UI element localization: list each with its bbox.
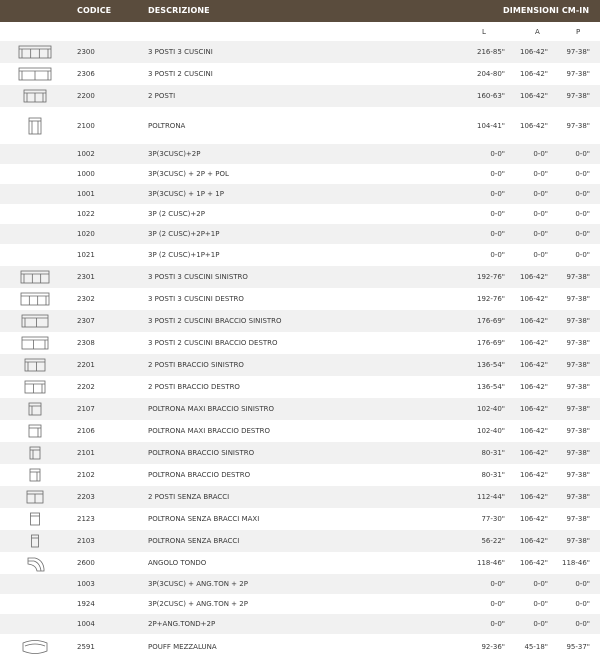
header-dimensions: DIMENSIONI CM-IN [503,6,590,15]
table-row [0,85,600,107]
row-height: 106-42" [519,361,548,369]
row-depth: 118-46" [561,559,590,567]
row-description: 3P(3CUSC) + 2P + POL [148,170,229,178]
table-row [0,244,600,266]
row-length: 102-40" [476,427,505,435]
row-description: 3 POSTI 3 CUSCINI SINISTRO [148,273,248,281]
row-depth: 0-0" [575,600,590,608]
row-code: 1022 [77,210,95,218]
row-code: 2107 [77,405,95,413]
row-description: 3 POSTI 3 CUSCINI DESTRO [148,295,244,303]
row-length: 160-63" [476,92,505,100]
table-row [0,530,600,552]
row-code: 2103 [77,537,95,545]
row-code: 1004 [77,620,95,628]
sofa-2-seat-icon [13,86,57,106]
row-description: POLTRONA SENZA BRACCI [148,537,240,545]
table-header [0,0,600,22]
row-description: 3P (2 CUSC)+1P+1P [148,251,220,259]
table-row [0,204,600,224]
row-depth: 97-38" [566,317,590,325]
table-row [0,107,600,144]
row-description: 3P(3CUSC) + ANG.TON + 2P [148,580,248,588]
pouf-half-moon-icon [13,637,57,657]
table-row [0,63,600,85]
row-depth: 97-38" [566,70,590,78]
header-code: CODICE [77,6,112,15]
row-height: 0-0" [533,230,548,238]
row-code: 2306 [77,70,95,78]
row-code: 2591 [77,643,95,651]
row-code: 1003 [77,580,95,588]
row-length: 176-69" [476,339,505,347]
row-description: 3 POSTI 2 CUSCINI BRACCIO DESTRO [148,339,278,347]
row-description: 2 POSTI SENZA BRACCI [148,493,230,501]
row-length: 80-31" [481,471,505,479]
row-height: 45-18" [524,643,548,651]
sofa-2-seat-armless-icon [13,487,57,507]
table-row [0,332,600,354]
table-row [0,41,600,63]
row-depth: 97-38" [566,493,590,501]
row-code: 2301 [77,273,95,281]
row-code: 1000 [77,170,95,178]
product-table [0,41,600,660]
row-depth: 0-0" [575,251,590,259]
row-length: 77-30" [481,515,505,523]
row-height: 106-42" [519,493,548,501]
row-height: 106-42" [519,48,548,56]
row-depth: 97-38" [566,48,590,56]
row-description: 2P+ANG.TOND+2P [148,620,216,628]
row-length: 0-0" [490,210,505,218]
row-length: 136-54" [476,361,505,369]
row-height: 0-0" [533,600,548,608]
row-depth: 97-38" [566,121,590,130]
row-description: 2 POSTI BRACCIO DESTRO [148,383,240,391]
row-description: 3 POSTI 2 CUSCINI BRACCIO SINISTRO [148,317,282,325]
row-description: 3P (2 CUSC)+2P [148,210,205,218]
row-depth: 0-0" [575,230,590,238]
row-height: 106-42" [519,515,548,523]
row-height: 0-0" [533,190,548,198]
row-code: 1924 [77,600,95,608]
row-description: 3 POSTI 3 CUSCINI [148,48,213,56]
row-length: 204-80" [476,70,505,78]
header-description: DESCRIZIONE [148,6,210,15]
row-depth: 97-38" [566,383,590,391]
row-depth: 97-38" [566,515,590,523]
row-depth: 0-0" [575,620,590,628]
row-height: 106-42" [519,449,548,457]
row-description: ANGOLO TONDO [148,559,207,567]
subheader-l: L [482,28,486,36]
row-depth: 0-0" [575,150,590,158]
row-description: 2 POSTI [148,92,176,100]
row-depth: 97-38" [566,295,590,303]
row-depth: 0-0" [575,580,590,588]
row-depth: 97-38" [566,405,590,413]
row-length: 0-0" [490,170,505,178]
row-height: 106-42" [519,121,548,130]
table-row [0,144,600,164]
row-description: POLTRONA SENZA BRACCI MAXI [148,515,260,523]
row-code: 2200 [77,92,95,100]
row-depth: 97-38" [566,92,590,100]
row-code: 1001 [77,190,95,198]
row-depth: 0-0" [575,170,590,178]
row-height: 106-42" [519,537,548,545]
sofa-3-seat-2-cushion-icon [13,64,57,84]
row-length: 112-44" [476,493,505,501]
row-length: 0-0" [490,230,505,238]
table-row [0,288,600,310]
row-length: 80-31" [481,449,505,457]
row-length: 0-0" [490,600,505,608]
row-height: 0-0" [533,150,548,158]
table-row [0,634,600,660]
row-depth: 97-38" [566,537,590,545]
row-depth: 95-37" [566,643,590,651]
row-code: 1020 [77,230,95,238]
table-row [0,398,600,420]
row-depth: 0-0" [575,210,590,218]
row-depth: 97-38" [566,339,590,347]
row-code: 2100 [77,121,95,130]
table-row [0,354,600,376]
row-height: 106-42" [519,295,548,303]
row-description: POLTRONA BRACCIO SINISTRO [148,449,255,457]
sofa-2-cushion-right-arm-icon [13,333,57,353]
row-height: 106-42" [519,92,548,100]
sofa-2-seat-left-arm-icon [13,355,57,375]
subheader-a: A [535,28,540,36]
table-row [0,442,600,464]
row-description: 3 POSTI 2 CUSCINI [148,70,213,78]
row-length: 0-0" [490,580,505,588]
row-height: 106-42" [519,383,548,391]
table-row [0,224,600,244]
table-row [0,376,600,398]
row-code: 2300 [77,48,95,56]
sofa-2-seat-right-arm-icon [13,377,57,397]
row-code: 2203 [77,493,95,501]
table-row [0,164,600,184]
row-length: 192-76" [476,273,505,281]
row-length: 0-0" [490,620,505,628]
table-row [0,614,600,634]
armchair-armless-maxi-icon [13,509,57,529]
sofa-3-seat-right-icon [13,289,57,309]
row-code: 2307 [77,317,95,325]
sofa-3-seat-3-cushion-icon [13,42,57,62]
row-length: 104-41" [476,121,505,130]
row-height: 106-42" [519,427,548,435]
row-length: 0-0" [490,150,505,158]
table-row [0,310,600,332]
row-description: 3P(2CUSC) + ANG.TON + 2P [148,600,248,608]
row-description: POLTRONA BRACCIO DESTRO [148,471,251,479]
sofa-3-seat-left-icon [13,267,57,287]
row-height: 106-42" [519,559,548,567]
row-depth: 0-0" [575,190,590,198]
row-code: 2201 [77,361,95,369]
row-length: 102-40" [476,405,505,413]
row-code: 2202 [77,383,95,391]
table-row [0,486,600,508]
row-code: 2302 [77,295,95,303]
table-row [0,184,600,204]
armchair-armless-icon [13,531,57,551]
row-height: 0-0" [533,620,548,628]
row-length: 136-54" [476,383,505,391]
row-length: 216-85" [476,48,505,56]
row-depth: 97-38" [566,471,590,479]
armchair-right-icon [13,465,57,485]
table-row [0,594,600,614]
row-description: 3P(3CUSC)+2P [148,150,201,158]
row-description: POUFF MEZZALUNA [148,643,217,651]
row-description: POLTRONA MAXI BRACCIO DESTRO [148,427,271,435]
row-height: 106-42" [519,317,548,325]
table-row [0,574,600,594]
row-length: 176-69" [476,317,505,325]
subheader-p: P [576,28,581,36]
row-code: 1021 [77,251,95,259]
armchair-maxi-right-icon [13,421,57,441]
row-code: 2308 [77,339,95,347]
armchair-icon [13,116,57,136]
row-length: 0-0" [490,251,505,259]
row-code: 2102 [77,471,95,479]
row-code: 2600 [77,559,95,567]
row-height: 106-42" [519,273,548,281]
sofa-2-cushion-left-arm-icon [13,311,57,331]
row-code: 2123 [77,515,95,523]
row-depth: 97-38" [566,449,590,457]
row-height: 0-0" [533,251,548,259]
row-description: POLTRONA MAXI BRACCIO SINISTRO [148,405,275,413]
row-height: 106-42" [519,339,548,347]
row-length: 0-0" [490,190,505,198]
row-height: 106-42" [519,70,548,78]
row-height: 0-0" [533,580,548,588]
row-length: 192-76" [476,295,505,303]
row-height: 106-42" [519,405,548,413]
row-code: 2101 [77,449,95,457]
armchair-left-icon [13,443,57,463]
table-row [0,420,600,442]
row-length: 118-46" [476,559,505,567]
row-description: 3P(3CUSC) + 1P + 1P [148,190,224,198]
row-description: 2 POSTI BRACCIO SINISTRO [148,361,244,369]
row-height: 0-0" [533,210,548,218]
row-depth: 97-38" [566,273,590,281]
table-row [0,266,600,288]
row-height: 106-42" [519,471,548,479]
row-description: 3P (2 CUSC)+2P+1P [148,230,220,238]
row-height: 0-0" [533,170,548,178]
table-row [0,508,600,530]
table-row [0,464,600,486]
row-length: 56-22" [481,537,505,545]
row-code: 1002 [77,150,95,158]
row-description: POLTRONA [148,121,186,130]
row-code: 2106 [77,427,95,435]
dimension-subheader [0,22,600,41]
table-row [0,552,600,574]
round-corner-icon [13,553,57,573]
row-depth: 97-38" [566,427,590,435]
row-length: 92-36" [481,643,505,651]
row-depth: 97-38" [566,361,590,369]
armchair-maxi-left-icon [13,399,57,419]
